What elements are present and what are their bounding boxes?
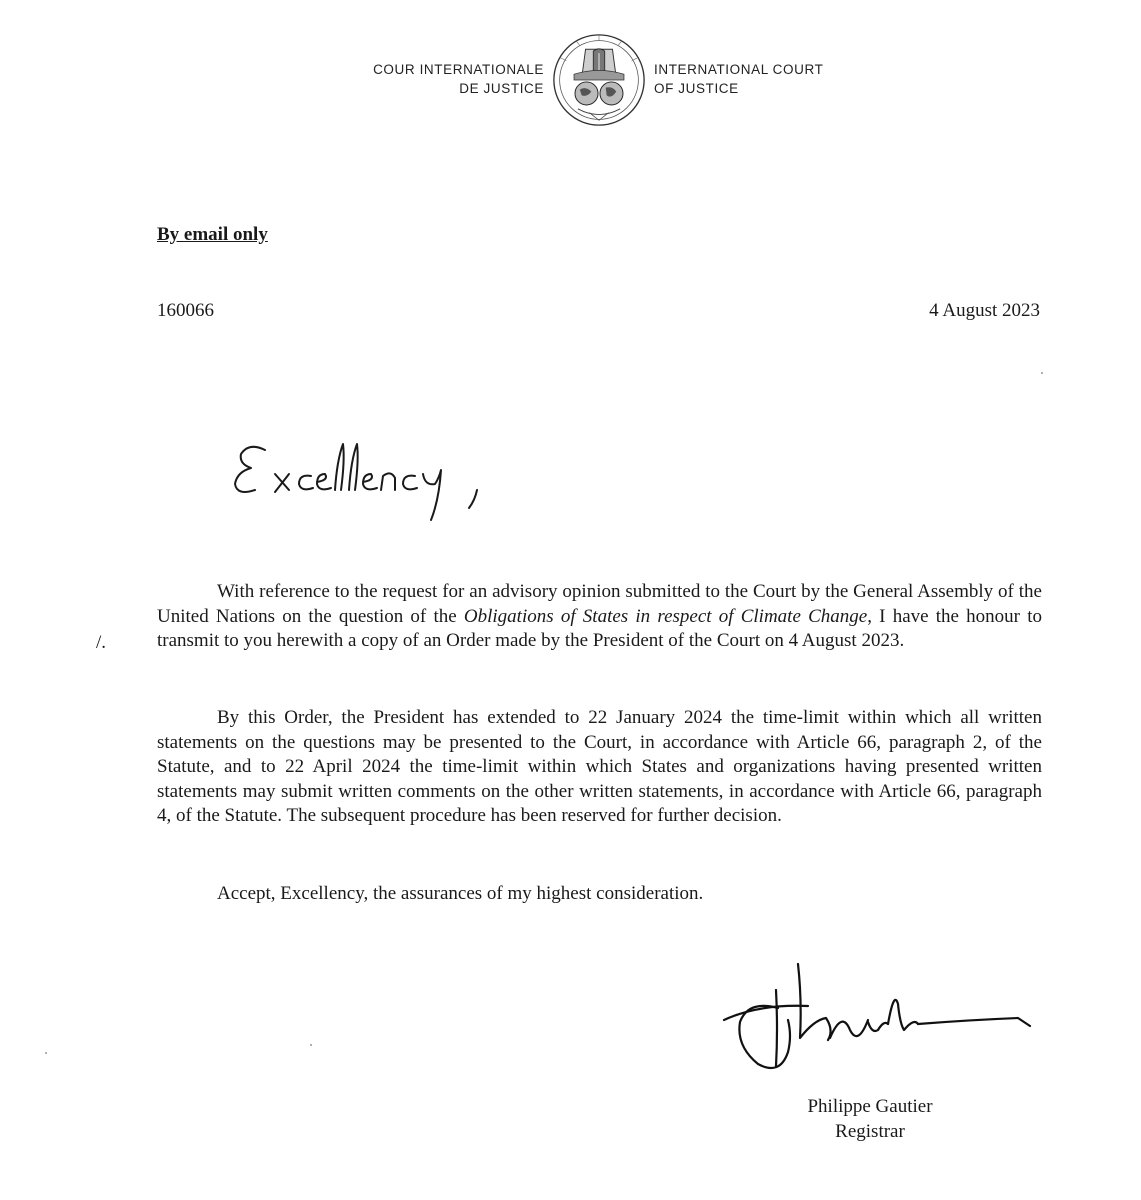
letterhead-french-line2: DE JUSTICE	[459, 81, 544, 96]
scan-speck	[310, 1044, 312, 1046]
letterhead-english-line2: OF JUSTICE	[654, 81, 739, 96]
reference-number: 160066	[157, 300, 214, 321]
letterhead-french-line1: COUR INTERNATIONALE	[373, 62, 544, 77]
scan-speck	[1041, 372, 1043, 374]
signer-title: Registrar	[835, 1121, 905, 1142]
letterhead-english	[654, 60, 874, 98]
margin-mark: /.	[96, 632, 107, 653]
paragraph-1	[157, 580, 1042, 654]
letterhead-english-line1: INTERNATIONAL COURT	[654, 62, 824, 77]
delivery-note: By email only	[157, 224, 268, 245]
closing-line	[157, 882, 1042, 907]
paragraph-2	[157, 706, 1042, 829]
handwritten-salutation	[225, 420, 515, 530]
closing-text: Accept, Excellency, the assurances of my highest consideration.	[217, 883, 704, 904]
signer-name: Philippe Gautier	[807, 1096, 933, 1117]
paragraph-1-text-b: , I have the honour to transmit to you herewith a copy of an Order made by the President of the Court on 4 August 2023.	[157, 605, 1042, 652]
letterhead-french	[360, 60, 544, 98]
scan-speck	[45, 1052, 47, 1054]
letter-date: 4 August 2023	[929, 300, 1040, 321]
court-seal-icon	[551, 32, 647, 128]
handwritten-signature	[718, 960, 1038, 1080]
paragraph-1-text-a: With reference to the request for an advisory opinion submitted to the Court by the General Assembly of the United Nations on the question of the	[157, 581, 1042, 627]
paragraph-1-italic-title: Obligations of States in respect of Climate Change	[463, 605, 868, 627]
paragraph-2-text: By this Order, the President has extended to 22 January 2024 the time-limit within which all written statements on the questions may be presented to the Court, in accordance with Article 66, paragraph 2, of the Statute, and to 22 April 2024 the time-limit within which States and organizations having presented written statements may submit written comments on the other written statements, in accordance with Article 66, paragraph 4, of the Statute. The subsequent procedure has been reserved for further decision.	[157, 707, 1042, 827]
